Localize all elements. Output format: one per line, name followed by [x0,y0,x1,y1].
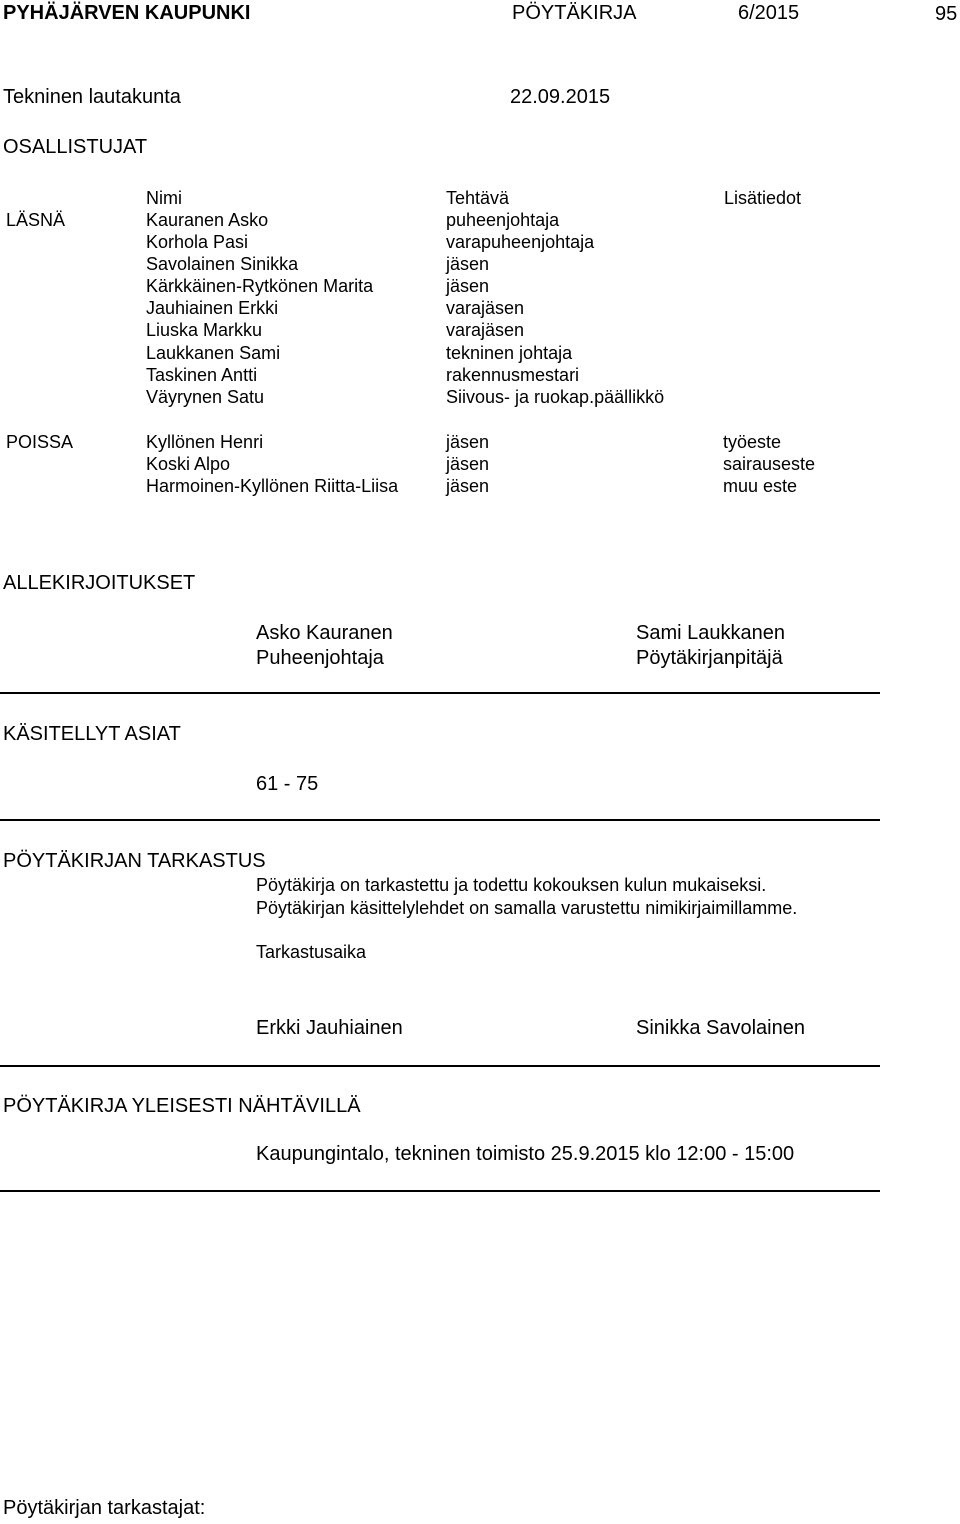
chair-title: Puheenjohtaja [256,647,384,669]
participant-role: varajäsen [446,320,525,340]
participant-role: jäsen [446,454,490,474]
present-label: LÄSNÄ [6,210,66,230]
page-number: 95 [935,3,958,25]
participant-role: jäsen [446,254,490,274]
participant-name: Koski Alpo [146,454,231,474]
divider [0,819,880,821]
review-heading: PÖYTÄKIRJAN TARKASTUS [3,850,266,872]
participant-name: Liuska Markku [146,320,263,340]
divider [0,692,880,694]
participant-role: Siivous- ja ruokap.päällikkö [446,387,665,407]
reviewers-initials-label: Pöytäkirjan tarkastajat: [3,1497,206,1519]
participant-name: Harmoinen-Kyllönen Riitta-Liisa [146,476,399,496]
document-type: PÖYTÄKIRJA [512,2,637,24]
signatures-heading: ALLEKIRJOITUKSET [3,572,196,594]
participants-heading: OSALLISTUJAT [3,136,148,158]
participant-role: rakennusmestari [446,365,580,385]
column-header-info: Lisätiedot [724,188,802,208]
participant-name: Korhola Pasi [146,232,249,252]
review-statement-2: Pöytäkirjan käsittelylehdet on samalla varustettu nimikirjaimillamme. [256,898,798,918]
divider [0,1065,880,1067]
participant-name: Taskinen Antti [146,365,258,385]
meeting-date: 22.09.2015 [510,86,611,108]
participant-role: varajäsen [446,298,525,318]
review-time-label: Tarkastusaika [256,942,367,962]
secretary-title: Pöytäkirjanpitäjä [636,647,783,669]
participant-info: muu este [723,476,798,496]
participant-info: sairauseste [723,454,816,474]
review-statement-1: Pöytäkirja on tarkastettu ja todettu kokouksen kulun mukaiseksi. [256,875,767,895]
absent-label: POISSA [6,432,74,452]
secretary-name: Sami Laukkanen [636,622,785,644]
participant-role: varapuheenjohtaja [446,232,595,252]
city-name: PYHÄJÄRVEN KAUPUNKI [3,2,251,24]
participant-name: Savolainen Sinikka [146,254,299,274]
committee-name: Tekninen lautakunta [3,86,181,108]
participant-name: Laukkanen Sami [146,343,281,363]
participant-name: Kärkkäinen-Rytkönen Marita [146,276,374,296]
items-heading: KÄSITELLYT ASIAT [3,723,181,745]
participant-name: Jauhiainen Erkki [146,298,279,318]
participant-name: Väyrynen Satu [146,387,265,407]
reviewer-1-name: Erkki Jauhiainen [256,1017,403,1039]
column-header-role: Tehtävä [446,188,510,208]
participant-role: tekninen johtaja [446,343,573,363]
participant-info: työeste [723,432,782,452]
chair-name: Asko Kauranen [256,622,393,644]
participant-role: jäsen [446,432,490,452]
participant-role: jäsen [446,476,490,496]
participant-role: jäsen [446,276,490,296]
participant-role: puheenjohtaja [446,210,560,230]
column-header-name: Nimi [146,188,182,208]
divider [0,1190,880,1192]
public-location: Kaupungintalo, tekninen toimisto 25.9.2015 klo 12:00 - 15:00 [256,1143,795,1165]
reviewer-2-name: Sinikka Savolainen [636,1017,805,1039]
participant-name: Kyllönen Henri [146,432,264,452]
document-number: 6/2015 [738,2,800,24]
public-heading: PÖYTÄKIRJA YLEISESTI NÄHTÄVILLÄ [3,1095,361,1117]
participant-name: Kauranen Asko [146,210,269,230]
items-range: 61 - 75 [256,773,319,795]
